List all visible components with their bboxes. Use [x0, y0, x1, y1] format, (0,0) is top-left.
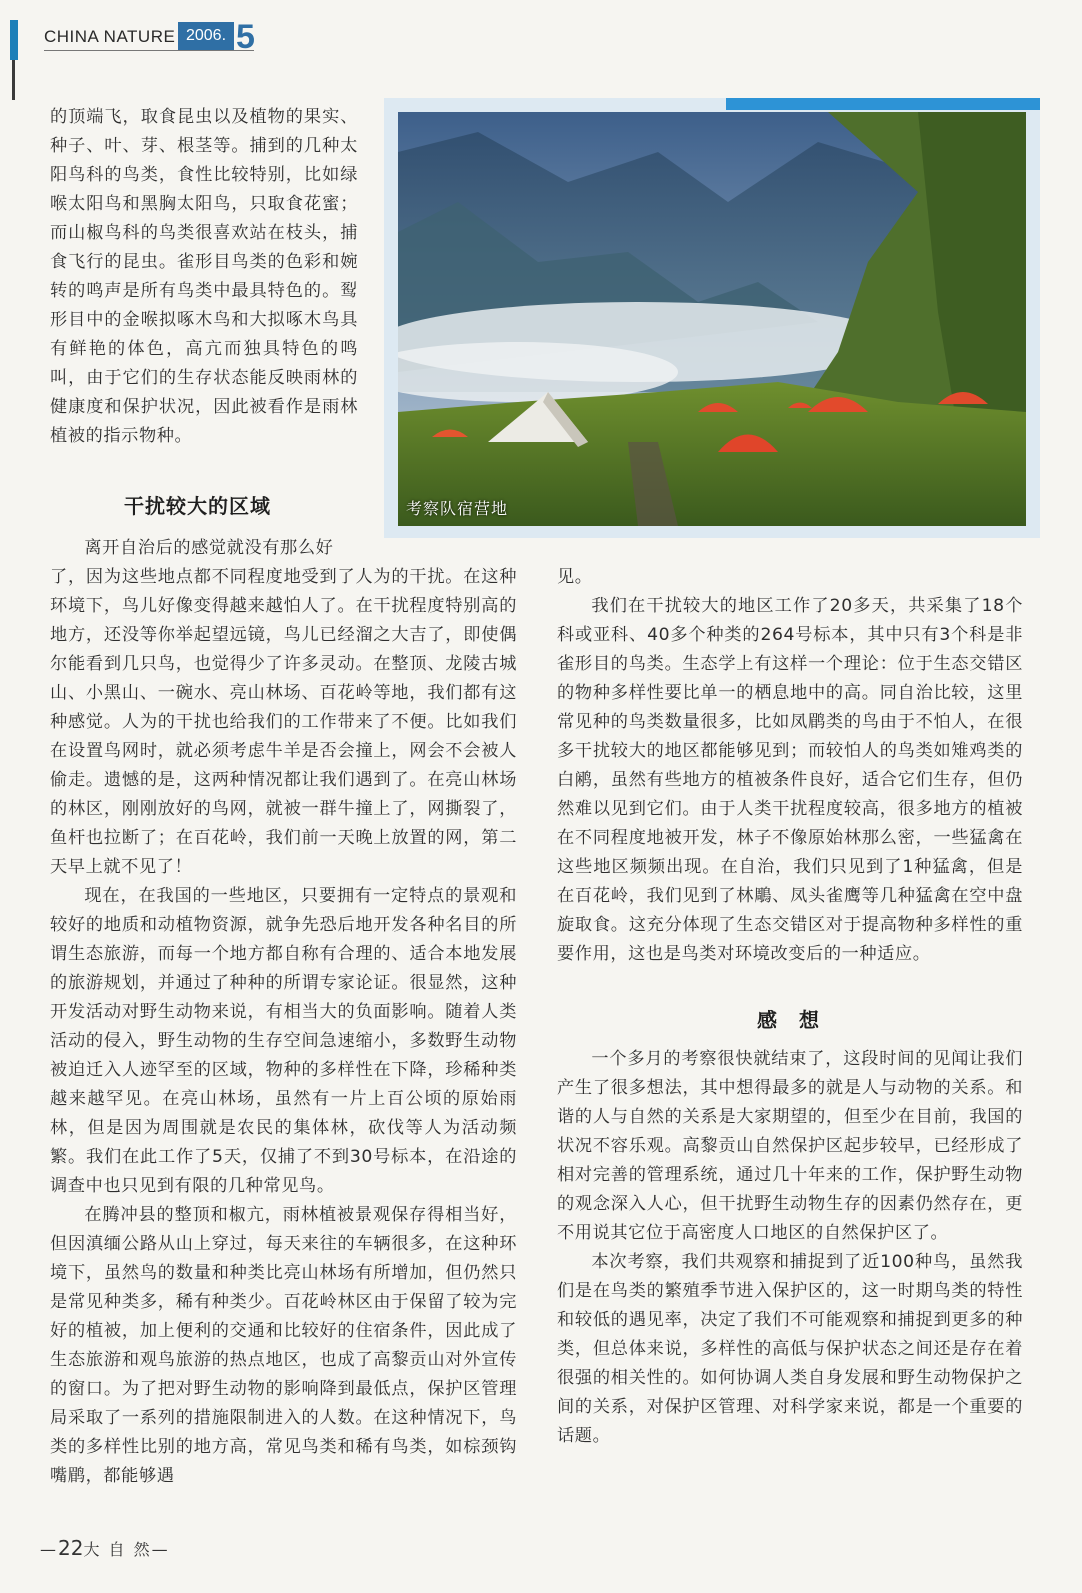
bird-diet-paragraph: 的顶端飞，取食昆虫以及植物的果实、种子、叶、芽、根茎等。捕到的几种太阳鸟科的鸟类，食性比较特别，比如绿喉太阳鸟和黑胸太阳鸟，只取食花蜜；而山椒鸟科的鸟类很喜欢站在枝头，捕食飞行的昆虫。雀形目鸟类的色彩和婉转的鸣声是所有鸟类中最具特色的。䴕形目中的金喉拟啄木鸟和大拟啄木鸟具有鲜艳的体色，高亢而独具特色的鸣叫，由于它们的生存状态能反映雨林的健康度和保护状况，因此被看作是雨林植被的指示物种。 — [50, 107, 358, 446]
page-number: 22 — [58, 1536, 84, 1560]
right-column-reflections — [557, 1045, 1023, 1451]
magazine-title: CHINA NATURE — [44, 27, 176, 46]
paragraph-disturbance: 了，因为这些地点都不同程度地受到了人为的干扰。在这种环境下，鸟儿好像变得越来越怕人了。在干扰程度特别高的地方，还没等你举起望远镜，鸟儿已经溜之大吉了，即使偶尔能看到几只鸟，也觉得少了许多灵动。在整顶、龙陵古城山、小黑山、一碗水、亮山林场、百花岭等地，我们都有这种感觉。人为的干扰也给我们的工作带来了不便。比如我们在设置鸟网时，就必须考虑牛羊是否会撞上，网会不会被人偷走。遗憾的是，这两种情况都让我们遇到了。在亮山林场的林区，刚刚放好的鸟网，就被一群牛撞上了，网撕裂了，鱼杆也拉断了；在百花岭，我们前一天晚上放置的网，第二天早上就不见了！ — [50, 567, 517, 877]
campsite-illustration — [398, 112, 1026, 526]
paragraph-specimens: 我们在干扰较大的地区工作了20多天，共采集了18个科或亚科、40多个种类的264号标本，其中只有3个科是非雀形目的鸟类。生态学上有这样一个理论：位于生态交错区的物种多样性要比单一的栖息地中的高。同自治比较，这里常见种的鸟类数量很多，比如凤鹛类的鸟由于不怕人，在很多干扰较大的地区都能够见到；而较怕人的鸟类如雉鸡类的白鹇，虽然有些地方的植被条件良好，适合它们生存，但仍然难以见到它们。由于人类干扰程度较高，很多地方的植被在不同程度地被开发，林子不像原始林那么密，一些猛禽在这些地区频频出现。在自治，我们只见到了1种猛禽，但是在百花岭，我们见到了林鵰、凤头雀鹰等几种猛禽在空中盘旋取食。这充分体现了生态交错区对于提高物种多样性的重要作用，这也是鸟类对环境改变后的一种适应。 — [557, 596, 1023, 964]
campsite-photo — [398, 112, 1026, 526]
right-column — [557, 563, 1023, 969]
paragraph-conclusion: 本次考察，我们共观察和捕捉到了近100种鸟，虽然我们是在鸟类的繁殖季节进入保护区的，这一时期鸟类的特性和较低的遇见率，决定了我们不可能观察和捕捉到更多的种类，但总体来说，多样性的高低与保护状态之间还是存在着很强的相关性的。如何协调人类自身发展和野生动物保护之间的关系，对保护区管理、对科学家来说，都是一个重要的话题。 — [557, 1252, 1023, 1446]
left-upper-column — [50, 103, 358, 451]
lead-paragraph-start: 离开自治后的感觉就没有那么好 — [84, 538, 334, 558]
photo-accent-bar — [726, 98, 1040, 110]
section-heading-reflections: 感 想 — [757, 1008, 820, 1032]
issue-year: 2006. — [178, 22, 234, 50]
header-accent-bar — [10, 20, 18, 60]
photo-caption: 考察队宿营地 — [406, 499, 509, 518]
section-heading-disturbed-areas: 干扰较大的区域 — [124, 494, 271, 518]
paragraph-ecotourism: 现在，在我国的一些地区，只要拥有一定特点的景观和较好的地质和动植物资源，就争先恐后地开发各种名目的所谓生态旅游，而每一个地方都自称有合理的、适合本地发展的旅游规划，并通过了种种的所谓专家论证。很显然，这种开发活动对野生动物来说，有相当大的负面影响。随着人类活动的侵入，野生动物的生存空间急速缩小，多数野生动物被迫迁入人迹罕至的区域，物种的多样性在下降，珍稀种类越来越罕见。在亮山林场，虽然有一片上百公顷的原始雨林，但是因为周围就是农民的集体林，砍伐等人为活动频繁。我们在此工作了5天，仅捕了不到30号标本，在沿途的调查中也只见到有限的几种常见鸟。 — [50, 886, 517, 1196]
left-lead-line — [50, 534, 358, 563]
issue-number: 5 — [236, 18, 255, 56]
header-vertical-rule — [12, 60, 15, 100]
page-footer: —22大 自 然— — [40, 1536, 170, 1560]
paragraph-reflection: 一个多月的考察很快就结束了，这段时间的见闻让我们产生了很多想法，其中想得最多的就是人与动物的关系。和谐的人与自然的关系是大家期望的，但至少在目前，我国的状况不容乐观。高黎贡山自然保护区起步较早，已经形成了相对完善的管理系统，通过几十年来的工作，保护野生动物的观念深入人心，但干扰野生动物生存的因素仍然存在，更不用说其它位于高密度人口地区的自然保护区了。 — [557, 1049, 1023, 1243]
footer-magazine-name: 大 自 然 — [83, 1540, 152, 1559]
paragraph-continuation: 见。 — [557, 567, 593, 587]
header-rule — [44, 50, 254, 51]
paragraph-tengchong: 在腾冲县的整顶和椒亢，雨林植被景观保存得相当好，但因滇缅公路从山上穿过，每天来往的车辆很多，在这种环境下，虽然鸟的数量和种类比亮山林场有所增加，但仍然只是常见种类多，稀有种类少。百花岭林区由于保留了较为完好的植被，加上便利的交通和比较好的住宿条件，因此成了生态旅游和观鸟旅游的热点地区，也成了高黎贡山对外宣传的窗口。为了把对野生动物的影响降到最低点，保护区管理局采取了一系列的措施限制进入的人数。在这种情况下，鸟类的多样性比别的地方高，常见鸟类和稀有鸟类，如棕颈钩嘴鹛，都能够遇 — [50, 1205, 517, 1486]
left-lower-column — [50, 563, 517, 1491]
